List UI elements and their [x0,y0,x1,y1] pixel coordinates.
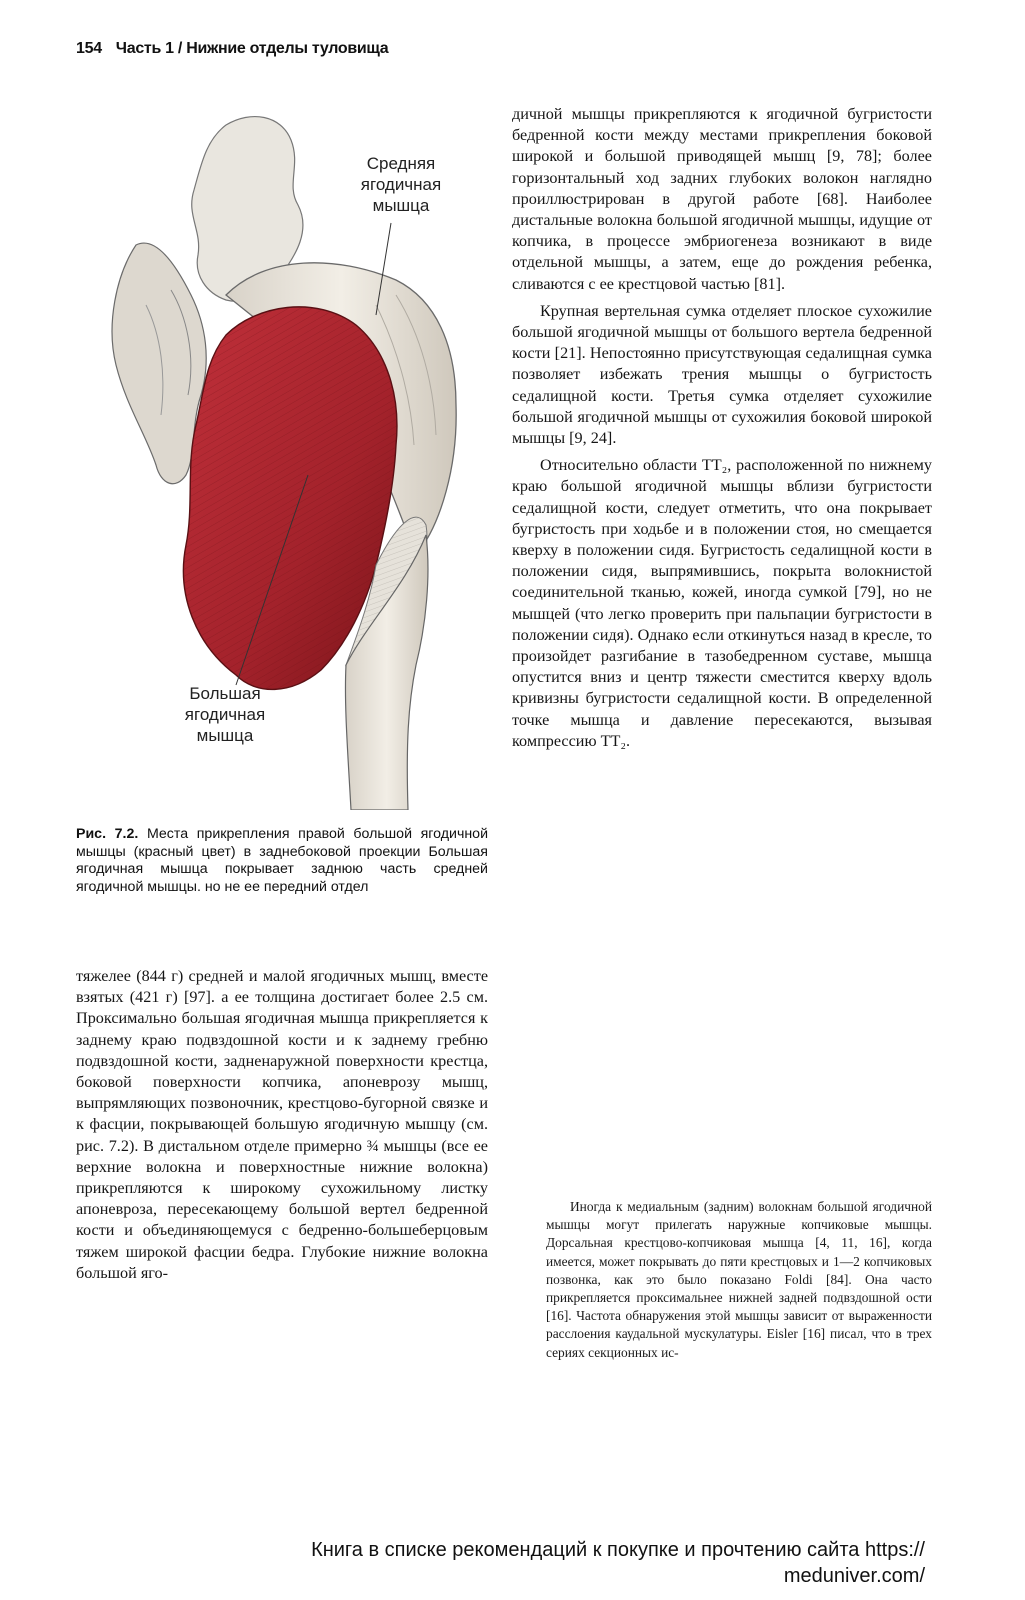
footer-line-1: Книга в списке рекомендаций к покупке и прочтению сайта https:// [311,1539,925,1561]
header-title: Часть 1 / Нижние отделы туловища [115,40,389,57]
caption-label: Рис. 7.2. [76,826,139,842]
right-paragraph-1: дичной мышцы прикрепляются к ягодичной бугристости бедренной кости между местами прикрепления боковой широкой и большой приводящей мышц [9, 78]; более горизонтальный ход задних глубоких волокон наглядно проиллюстрирован в другой работе [68]. Наиболее дистальные волокна большой ягодичной мышцы, идущие от копчика, в процессе эмбриогенеза возникают в виде отдельной мышцы, а затем, еще до рождения ребенка, сливаются с ее крестцовой частью [81]. [512,105,932,293]
left-column [76,966,488,1284]
anatomy-figure [76,105,486,810]
figure-caption [76,826,488,896]
right-paragraph-2: Крупная вертельная сумка отделяет плоское сухожилие большой ягодичной мышцы от большого вертела бедренной кости [21]. Непостоянно присутствующая седалищная сумка позволяет избежать трения мышцы о бугристость седалищной кости. Третья сумка отделяет сухожилие большой ягодичной мышцы от сухожилия боковой широкой мышцы [9, 24]. [512,301,932,448]
label-gluteus-maximus: Большая ягодичная мышца [184,684,266,745]
right-paragraph-3: Относительно области ТТ₂, расположенной по нижнему краю большой ягодичной мышцы вблизи бугристости седалищной кости, следует отметить, что она покрывает бугристость при ходьбе и в положении стоя, но смещается кверху в положении сидя. Бугристость седалищной кости в положении сидя, выпрямившись, покрыта волокнистой соединительной тканью, кожей, иногда сумкой [79], но не мышцей (что легко проверить при пальпации бугристости в положении сидя). Однако если откинуться назад в кресле, то произойдет разгибание в тазобедренном суставе, мышца опустится вниз и центр тяжести сместится кверху вдоль кривизны бугристости седалищной кости. В определенной точке мышца и давление пересекаются, вызывая компрессию ТТ₂. [512,456,932,750]
footer-link[interactable]: meduniver.com/ [783,1565,925,1587]
small-print-note: Иногда к медиальным (задним) волокнам большой ягодичной мышцы могут прилегать наружные копчиковые мышцы. Дорсальная крестцово-копчиковая мышца [4, 11, 16], когда имеется, может покрывать до пяти крестцовых и 1—2 копчиковых позвонка, как это было показано Foldi [84]. Она часто прикрепляется проксимальнее нижней задней подвздошной ости [16]. Частота обнаружения этой мышцы зависит от выраженности расслоения каудальной мускулатуры. Eisler [16] писал, что в трех сериях секционных ис- [546,1199,932,1360]
label-gluteus-medius: Средняя ягодичная мышца [360,154,442,215]
right-column [512,104,932,752]
site-footer [170,1537,925,1589]
running-header [76,40,388,58]
caption-text: Места прикрепления правой большой ягодичной мышцы (красный цвет) в заднебоковой проекции Большая ягодичная мышца покрывает заднюю часть средней ягодичной мышцы. но не ее передний отдел [76,826,488,895]
left-paragraph: тяжелее (844 г) средней и малой ягодичных мышц, вместе взятых (421 г) [97]. а ее толщина достигает более 2.5 см. Проксимально большая ягодичная мышца прикрепляется к заднему краю подвздошной кости и к заднему гребню подвздошной кости, задненаружной поверхности крестца, боковой поверхности копчика, апоневрозу мышц, выпрямляющих позвоночник, крестцово-бугорной связке и к фасции, покрывающей большую ягодичную мышцу (см. рис. 7.2). В дистальном отделе примерно ¾ мышцы (все ее верхние волокна и поверхностные нижние волокна) прикрепляются к широкому сухожильному листку апоневроза, пересекающему большой вертел бедренной кости и объединяющемуся с бедренно-большеберцовым тяжем широкой фасции бедра. Глубокие нижние волокна большой яго- [76,967,488,1282]
page-number: 154 [76,40,102,57]
